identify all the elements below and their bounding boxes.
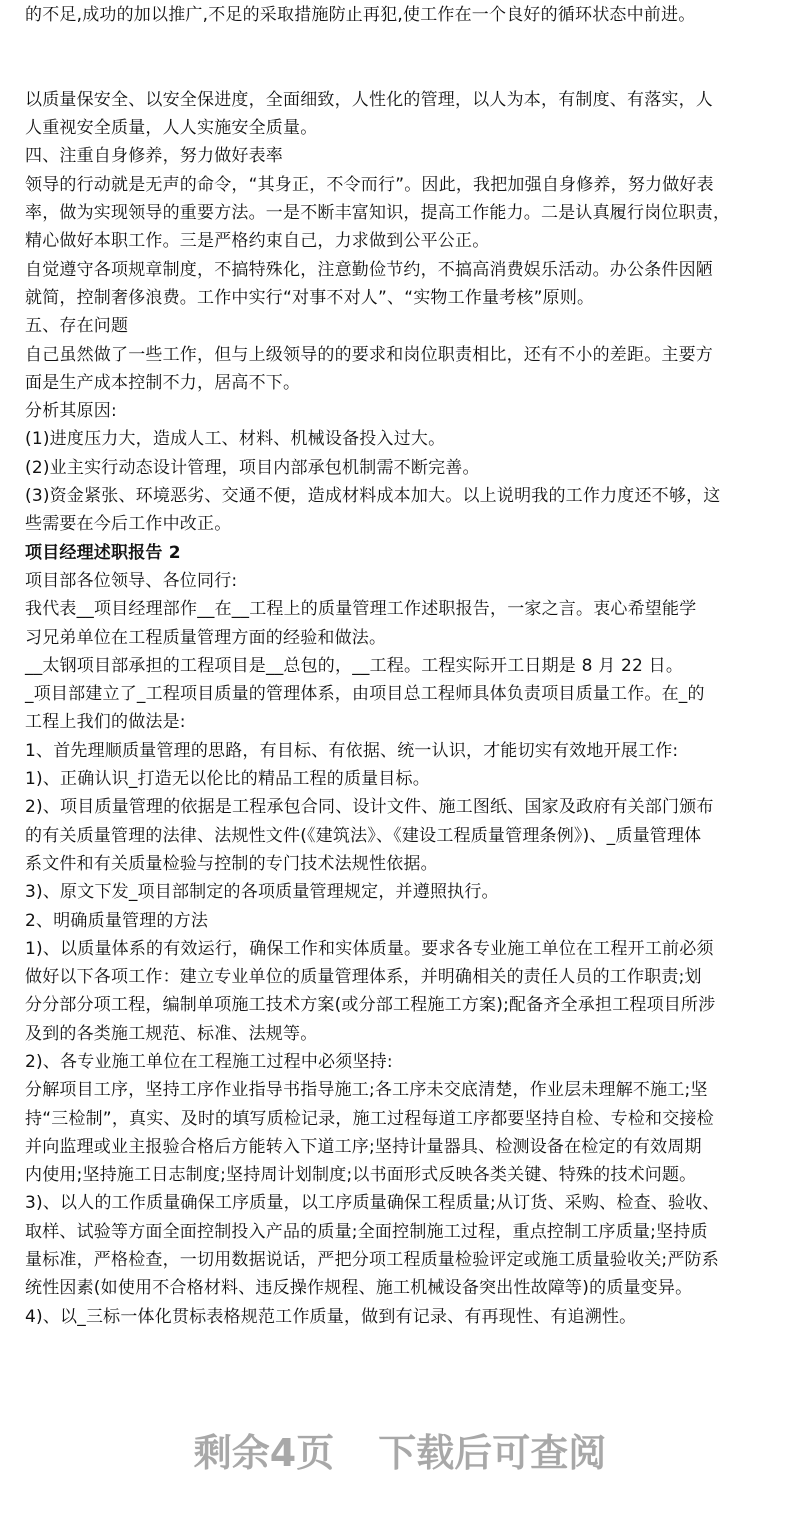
text-line — [25, 29, 785, 57]
text-line: 五、存在问题 — [25, 316, 129, 337]
text-line: 内使用;坚持施工日志制度;坚持周计划制度;以书面形式反映各类关键、特殊的技术问题。 — [25, 1165, 697, 1186]
text-line: 1、首先理顺质量管理的思路，有目标、有依据、统一认识，才能切实有效地开展工作: — [25, 740, 679, 761]
section-heading: 项目经理述职报告 2 — [25, 542, 181, 563]
text-line: 取样、试验等方面全面控制投入产品的质量;全面控制施工过程，重点控制工序质量;坚持质 — [25, 1221, 708, 1242]
text-line: 2)、各专业施工单位在工程施工过程中必须坚持: — [25, 1051, 393, 1072]
text-line: 精心做好本职工作。三是严格约束自己，力求做到公平公正。 — [25, 231, 490, 252]
text-line: 自觉遵守各项规章制度，不搞特殊化，注意勤俭节约，不搞高消费娱乐活动。办公条件因陋 — [25, 259, 713, 280]
text-line: 1)、以质量体系的有效运行，确保工作和实体质量。要求各专业施工单位在工程开工前必须 — [25, 938, 714, 959]
text-line: 分解项目工序，坚持工序作业指导书指导施工;各工序未交底清楚，作业层未理解不施工;坚 — [25, 1080, 708, 1101]
text-line: 我代表__项目经理部作__在__工程上的质量管理工作述职报告，一家之言。衷心希望能学 — [25, 599, 697, 620]
text-line: 3)、以人的工作质量确保工序质量，以工序质量确保工程质量;从订货、采购、检查、验收、 — [25, 1193, 720, 1214]
text-line: (1)进度压力大，造成人工、材料、机械设备投入过大。 — [25, 429, 446, 450]
text-line: 工程上我们的做法是: — [25, 712, 186, 733]
text-line: 3)、原文下发_项目部制定的各项质量管理规定，并遵照执行。 — [25, 882, 499, 903]
download-prompt-text[interactable]: 下载后可查阅 — [378, 1431, 607, 1475]
document-body — [25, 1, 785, 1331]
text-line: 4)、以_三标一体化贯标表格规范工作质量，做到有记录、有再现性、有追溯性。 — [25, 1306, 637, 1327]
text-line: 2、明确质量管理的方法 — [25, 910, 209, 931]
text-line: 面是生产成本控制不力，居高不下。 — [25, 372, 301, 393]
text-line: 的不足,成功的加以推广,不足的采取措施防止再犯,使工作在一个良好的循环状态中前进。 — [25, 5, 696, 25]
text-line: 1)、正确认识_打造无以伦比的精品工程的质量目标。 — [25, 769, 430, 790]
text-line: 2)、项目质量管理的依据是工程承包合同、设计文件、施工图纸、国家及政府有关部门颁布 — [25, 797, 714, 818]
text-line — [25, 58, 785, 86]
text-line: 系文件和有关质量检验与控制的专门技术法规性依据。 — [25, 853, 438, 874]
text-line: 习兄弟单位在工程质量管理方面的经验和做法。 — [25, 627, 387, 648]
text-line: 些需要在今后工作中改正。 — [25, 514, 232, 535]
text-line: 量标准，严格检查，一切用数据说话，严把分项工程质量检验评定或施工质量验收关;严防系 — [25, 1250, 719, 1271]
text-line: 以质量保安全、以安全保进度，全面细致，人性化的管理，以人为本，有制度、有落实，人 — [25, 89, 713, 110]
text-line: 及到的各类施工规范、标准、法规等。 — [25, 1023, 318, 1044]
text-line: 率，做为实现领导的重要方法。一是不断丰富知识，提高工作能力。二是认真履行岗位职责， — [25, 203, 731, 224]
text-line: 并向监理或业主报验合格后方能转入下道工序;坚持计量器具、检测设备在检定的有效周期 — [25, 1136, 702, 1157]
text-line: 自己虽然做了一些工作，但与上级领导的的要求和岗位职责相比，还有不小的差距。主要方 — [25, 344, 713, 365]
text-line: 做好以下各项工作：建立专业单位的质量管理体系，并明确相关的责任人员的工作职责;划 — [25, 967, 702, 988]
text-line: 的有关质量管理的法律、法规性文件(《建筑法》、《建设工程质量管理条例》)、_质量管理体 — [25, 825, 702, 846]
text-line: 领导的行动就是无声的命令，“其身正，不令而行”。因此，我把加强自身修养，努力做好表 — [25, 174, 714, 195]
remaining-pages-text: 剩余4页 — [193, 1431, 335, 1475]
text-line: 项目部各位领导、各位同行: — [25, 570, 238, 591]
text-line: 四、注重自身修养，努力做好表率 — [25, 146, 283, 167]
text-line: __太钢项目部承担的工程项目是__总包的，__工程。工程实际开工日期是 8 月 22 日。 — [25, 655, 684, 676]
text-line: (3)资金紧张、环境恶劣、交通不便，造成材料成本加大。以上说明我的工作力度还不够，这 — [25, 486, 721, 507]
text-line: 分分部分项工程，编制单项施工技术方案(或分部工程施工方案);配备齐全承担工程项目所涉 — [25, 995, 716, 1016]
text-line: 人重视安全质量，人人实施安全质量。 — [25, 118, 318, 139]
paywall-banner[interactable] — [0, 1422, 800, 1477]
text-line: 统性因素(如使用不合格材料、违反操作规程、施工机械设备突出性故障等)的质量变异。 — [25, 1278, 693, 1299]
text-line: 就简，控制奢侈浪费。工作中实行“对事不对人”、“实物工作量考核”原则。 — [25, 287, 595, 308]
text-line: _项目部建立了_工程项目质量的管理体系，由项目总工程师具体负责项目质量工作。在_的 — [25, 684, 705, 705]
text-line: 持“三检制”，真实、及时的填写质检记录，施工过程每道工序都要坚持自检、专检和交接检 — [25, 1108, 714, 1129]
text-line: 分析其原因: — [25, 401, 117, 422]
text-line: (2)业主实行动态设计管理，项目内部承包机制需不断完善。 — [25, 457, 480, 478]
